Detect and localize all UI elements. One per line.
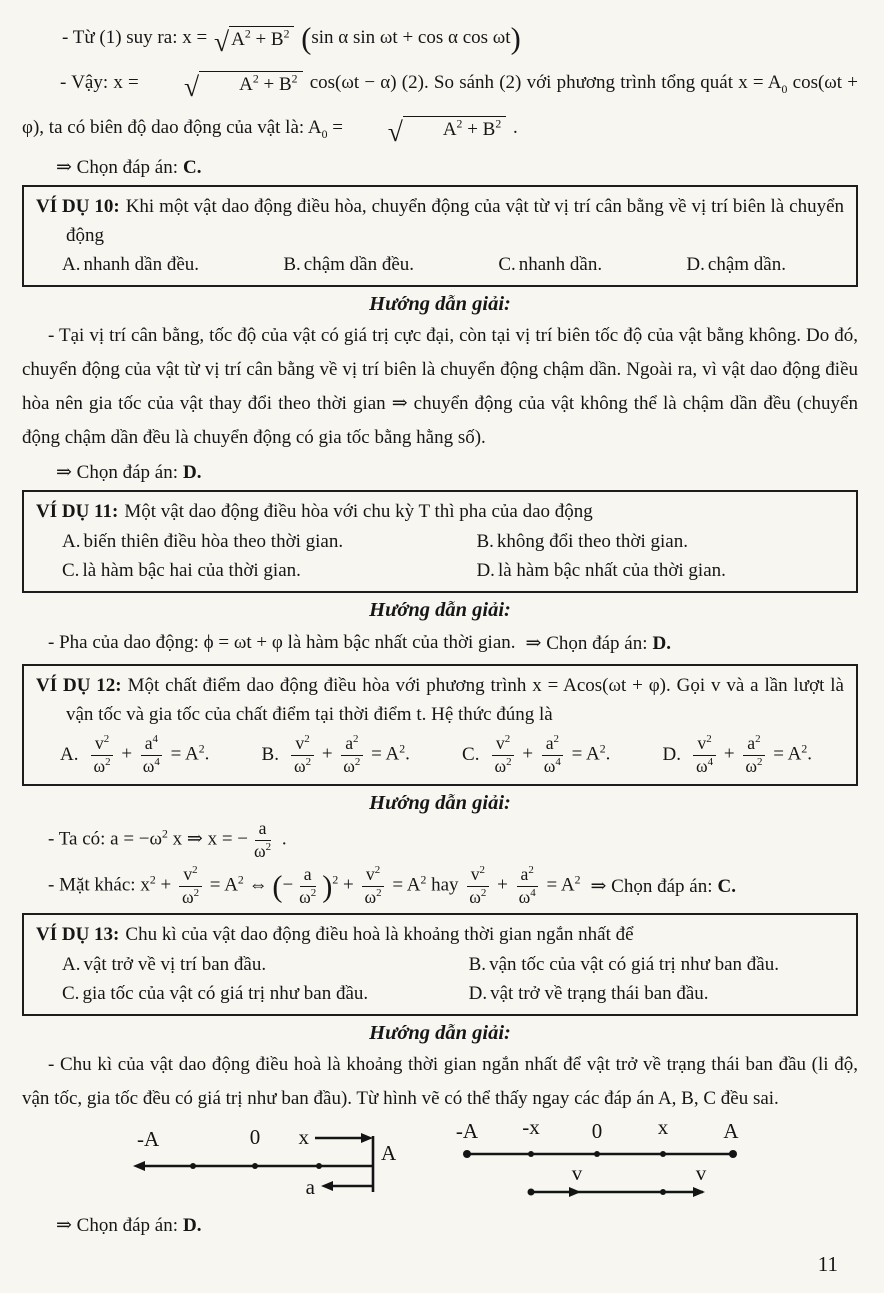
example-13-question xyxy=(36,920,844,949)
option-d: D. chậm dần. xyxy=(686,254,786,275)
solution-heading: Hướng dẫn giải: xyxy=(369,599,511,621)
answer-letter: C. xyxy=(183,157,202,178)
example-11-question-text: Một vật dao động điều hòa với chu kỳ T thì pha của dao động xyxy=(124,501,593,522)
answer-inline-11 xyxy=(526,632,671,655)
label-a: a xyxy=(305,1174,315,1199)
solution-math: - Ta có: $a = -\omega^2$ x ⇒ x = − $\frac{a}{\omega^2}$ . xyxy=(48,818,287,862)
answer-prefix: ⇒ Chọn đáp án: xyxy=(56,157,178,178)
example-11-solution xyxy=(22,625,858,661)
option-b: B. không đổi theo thời gian. xyxy=(476,531,688,552)
example-10-question xyxy=(36,192,844,250)
option-b-formula: $\frac{v^2}{\omega^2}$ + $\frac{a^2}{\omega^2}$ = $A^2$. xyxy=(288,734,410,777)
answer-prefix: ⇒ Chọn đáp án: xyxy=(56,462,178,483)
example-12-question-text: Một chất điểm dao động điều hòa với phương trình x = Acos(ωt + φ). Gọi v và a lần lượt là vận tốc và gia tốc của chất điểm tại thời điểm t. Hệ thức đúng là xyxy=(66,675,844,725)
label-A: A xyxy=(381,1140,397,1165)
page-number: 11 xyxy=(817,1252,838,1276)
option-b: B. chậm dần đều. xyxy=(283,254,415,275)
example-10-label: VÍ DỤ 10: xyxy=(36,196,120,217)
example-12-options xyxy=(36,729,844,778)
answer-letter: D. xyxy=(183,462,202,483)
axis-diagram-right xyxy=(453,1118,749,1208)
axis-diagrams xyxy=(22,1118,858,1208)
solution-math: - Pha của dao động: ϕ = ωt + φ là hàm bậc nhất của thời gian. xyxy=(48,632,516,653)
option-c: C. $\frac{v^2}{\omega^2}$ + $\frac{a^2}{\omega^4}$ = $A^2$. xyxy=(462,733,611,776)
example-10-options xyxy=(36,250,844,279)
option-b: B. $\frac{v^2}{\omega^2}$ + $\frac{a^2}{\omega^2}$ = $A^2$. xyxy=(261,733,410,776)
option-c: C. gia tốc của vật có giá trị như ban đầu. xyxy=(62,982,369,1004)
derivation-line-2: - Vậy: x = √ $A^2 + B^2$ cos(ωt − α) (2). So sánh (2) với phương trình tổng quát $x = A_0$ cos(ωt + φ), ta có biên độ dao động của vật là: $A_0$ = √ $A^2 + B^2$ . xyxy=(22,70,859,147)
example-12-solution-line-2 xyxy=(22,864,858,910)
answer-prefix: ⇒ Chọn đáp án: xyxy=(56,1214,178,1236)
axis-diagram-left xyxy=(131,1118,399,1200)
example-13-options xyxy=(36,949,844,1008)
label-neg-A: -A xyxy=(455,1118,479,1143)
option-d-formula: $\frac{v^2}{\omega^4}$ + $\frac{a^2}{\omega^2}$ = $A^2$. xyxy=(690,734,812,777)
solution-heading: Hướng dẫn giải: xyxy=(369,791,511,814)
example-10-solution: - Tại vị trí cân bằng, tốc độ của vật có giá trị cực đại, còn tại vị trí biên tốc độ của vật bằng không. Do đó, chuyển động của vật từ vị trí cân bằng về vị trí biên là chuyển động chậm dần. Ngoài ra, vì vật dao động điều hòa nên gia tốc của vật thay đổi theo thời gian ⇒ chuyển động của vật không thể là chậm dần đều (chuyển động chậm dần đều là chuyển động có gia tốc bằng hằng số). xyxy=(22,325,858,448)
answer-prefix: ⇒ Chọn đáp án: xyxy=(590,876,713,898)
example-12-solution-line-1 xyxy=(22,818,858,864)
answer-prefix: ⇒ Chọn đáp án: xyxy=(525,632,648,654)
option-a-formula: $\frac{v^2}{\omega^2}$ + $\frac{a^4}{\omega^4}$ = $A^2$. xyxy=(87,734,209,777)
example-11-question xyxy=(36,497,844,526)
example-12-label: VÍ DỤ 12: xyxy=(36,675,122,696)
option-d: D. vật trở về trạng thái ban đầu. xyxy=(468,982,709,1004)
example-11-label: VÍ DỤ 11: xyxy=(36,501,119,522)
example-11-options xyxy=(36,526,844,585)
example-13-solution: - Chu kì của vật dao động điều hoà là khoảng thời gian ngắn nhất để vật trở về trạng thái ban đầu (li độ, vận tốc, gia tốc đều có giá trị như ban đầu). Từ hình vẽ có thể thấy ngay các đáp án A, B, C đều sai. xyxy=(22,1053,858,1109)
example-box-12 xyxy=(22,664,858,786)
option-d: D. $\frac{v^2}{\omega^4}$ + $\frac{a^2}{\omega^2}$ = $A^2$. xyxy=(662,733,812,776)
label-v-1: v xyxy=(571,1160,583,1185)
example-10-question-text: Khi một vật dao động điều hòa, chuyển động của vật từ vị trí cân bằng về vị trí biên là chuyển động xyxy=(66,196,845,246)
answer-letter: D. xyxy=(652,632,672,654)
label-neg-A: -A xyxy=(137,1126,160,1151)
option-b: B. vận tốc của vật có giá trị như ban đầu. xyxy=(468,953,779,975)
example-box-10 xyxy=(22,185,858,287)
answer-letter: D. xyxy=(183,1214,202,1236)
option-c: C. là hàm bậc hai của thời gian. xyxy=(62,560,301,581)
option-a: A. $\frac{v^2}{\omega^2}$ + $\frac{a^4}{\omega^4}$ = $A^2$. xyxy=(60,733,210,776)
option-c-formula: $\frac{v^2}{\omega^2}$ + $\frac{a^2}{\omega^4}$ = $A^2$. xyxy=(488,734,610,777)
derivation-line-1: - Từ (1) suy ra: x = √ $A^2 + B^2$ (sin α sin ωt + cos α cos ωt) xyxy=(62,21,521,57)
label-neg-x: -x xyxy=(522,1117,540,1139)
example-13-label: VÍ DỤ 13: xyxy=(36,923,120,945)
answer-line-10 xyxy=(22,458,858,487)
answer-line-intro xyxy=(22,153,858,182)
option-c: C. nhanh dần. xyxy=(498,254,603,275)
solution-heading: Hướng dẫn giải: xyxy=(369,293,511,315)
answer-inline-12 xyxy=(590,875,735,898)
example-12-question xyxy=(36,671,844,729)
example-box-11 xyxy=(22,490,858,593)
label-zero: 0 xyxy=(591,1118,603,1143)
solution-heading: Hướng dẫn giải: xyxy=(369,1021,511,1044)
option-a: A. biến thiên điều hòa theo thời gian. xyxy=(62,531,344,552)
option-a: A. vật trở về vị trí ban đầu. xyxy=(62,953,267,975)
label-x: x xyxy=(298,1124,309,1149)
label-x: x xyxy=(657,1117,669,1139)
answer-line-13 xyxy=(22,1211,858,1240)
option-a: A. nhanh dần đều. xyxy=(62,254,200,275)
label-zero: 0 xyxy=(249,1124,261,1149)
label-v-2: v xyxy=(695,1160,707,1185)
option-d: D. là hàm bậc nhất của thời gian. xyxy=(476,560,726,581)
solution-math: - Mặt khác: $x^2$ + $\frac{v^2}{\omega^2}$ = $A^2$ ⇔ (− $\frac{a}{\omega^2}$ )$^2$ + $\frac{v^2}{\omega^2}$ = $A^2$ hay $\frac{v^2}{\omega^2}$ + $\frac{a^2}{\omega^4}$ = $A^2$ xyxy=(48,864,581,908)
label-A: A xyxy=(723,1118,739,1143)
answer-letter: C. xyxy=(717,876,736,898)
example-box-13 xyxy=(22,913,858,1016)
example-13-question-text: Chu kì của vật dao động điều hoà là khoảng thời gian ngắn nhất để xyxy=(125,923,634,945)
